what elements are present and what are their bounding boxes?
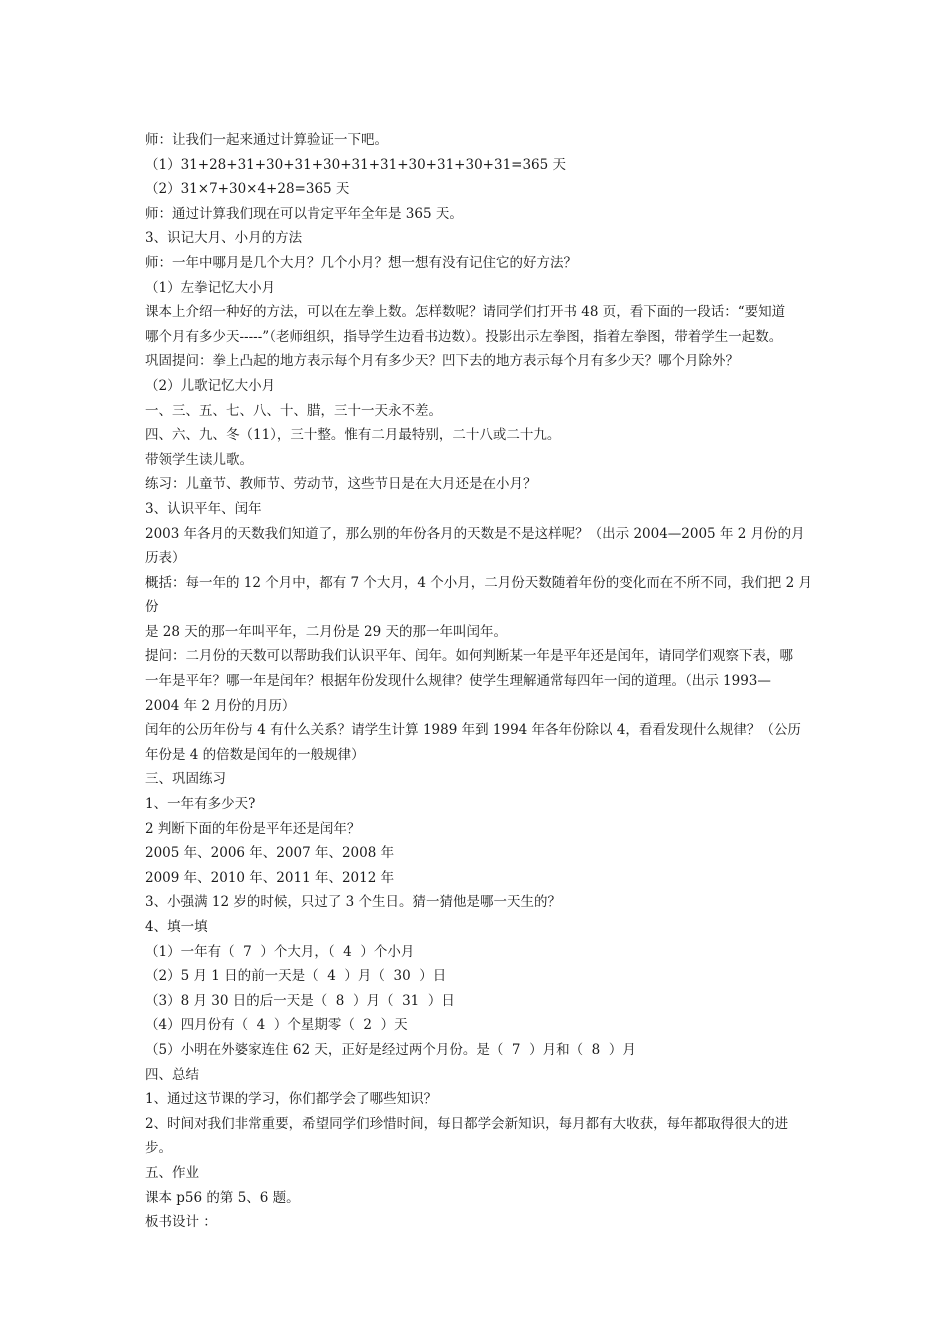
text-line-8: 课本上介绍一种好的方法，可以在左拳上数。怎样数呢？请同学们打开书 48 页，看下面的一段话：“要知道 bbox=[145, 304, 786, 321]
text-line-37: （5）小明在外婆家连住 62 天，正好是经过两个月份。是（ 7 ）月和（ 8 ）月 bbox=[145, 1041, 636, 1058]
section-heading: 四、总结 bbox=[145, 1066, 199, 1083]
text-line-3: （2）31×7+30×4+28=365 天 bbox=[145, 181, 350, 198]
text-line-33: （1）一年有（ 7 ）个大月，（ 4 ）个小月 bbox=[145, 943, 415, 960]
text-line-28: 2 判断下面的年份是平年还是闰年？ bbox=[145, 820, 361, 837]
section-heading: 三、巩固练习 bbox=[145, 771, 226, 788]
text-line-11: （2）儿歌记忆大小月 bbox=[145, 377, 276, 394]
text-line-25: 年份是 4 的倍数是闰年的一般规律） bbox=[145, 746, 365, 763]
text-line-30: 2009 年、2010 年、2011 年、2012 年 bbox=[145, 869, 395, 886]
text-line-20: 是 28 天的那一年叫平年，二月份是 29 天的那一年叫闰年。 bbox=[145, 623, 508, 640]
text-line-15: 练习：儿童节、教师节、劳动节，这些节日是在大月还是在小月？ bbox=[145, 476, 537, 493]
section-heading: 3、认识平年、闰年 bbox=[145, 500, 262, 517]
text-line-36: （4）四月份有（ 4 ）个星期零（ 2 ）天 bbox=[145, 1017, 408, 1034]
text-line-43: 课本 p56 的第 5、6 题。 bbox=[145, 1189, 300, 1206]
text-line-24: 闰年的公历年份与 4 有什么关系？请学生计算 1989 年到 1994 年各年份除以 4，看看发现什么规律？（公历 bbox=[145, 722, 801, 739]
text-line-10: 巩固提问：拳上凸起的地方表示每个月有多少天？凹下去的地方表示每个月有多少天？哪个月除外？ bbox=[145, 353, 739, 370]
document-page bbox=[145, 128, 815, 1235]
text-line-12: 一、三、五、七、八、十、腊，三十一天永不差。 bbox=[145, 402, 442, 419]
text-line-18: 历表） bbox=[145, 550, 186, 567]
text-line-2: （1）31+28+31+30+31+30+31+31+30+31+30+31=365 天 bbox=[145, 156, 567, 173]
text-line-29: 2005 年、2006 年、2007 年、2008 年 bbox=[145, 845, 395, 862]
text-line-6: 师：一年中哪月是几个大月？几个小月？想一想有没有记住它的好方法？ bbox=[145, 254, 577, 271]
text-line-21: 提问：二月份的天数可以帮助我们认识平年、闰年。如何判断某一年是平年还是闰年，请同学们观察下表，哪 bbox=[145, 648, 793, 665]
text-line-34: （2）5 月 1 日的前一天是（ 4 ）月（ 30 ）日 bbox=[145, 968, 447, 985]
text-line-35: （3）8 月 30 日的后一天是（ 8 ）月（ 31 ）日 bbox=[145, 992, 455, 1009]
text-line-1: 师：让我们一起来通过计算验证一下吧。 bbox=[145, 132, 388, 148]
text-line-40: 2、时间对我们非常重要，希望同学们珍惜时间，每日都学会新知识，每月都有大收获，每年都取得很大的进 bbox=[145, 1115, 789, 1132]
text-line-17: 2003 年各月的天数我们知道了，那么别的年份各月的天数是不是这样呢？（出示 2004—2005 年 2 月份的月 bbox=[145, 525, 805, 542]
text-line-39: 1、通过这节课的学习，你们都学会了哪些知识？ bbox=[145, 1091, 438, 1108]
text-line-32: 4、填一填 bbox=[145, 919, 208, 935]
text-line-4: 师：通过计算我们现在可以肯定平年全年是 365 天。 bbox=[145, 205, 463, 222]
text-line-14: 带领学生读儿歌。 bbox=[145, 451, 253, 468]
text-line-44: 板书设计 ： bbox=[145, 1214, 217, 1231]
text-line-7: （1）左拳记忆大小月 bbox=[145, 279, 276, 296]
text-line-19: 概括：每一年的 12 个月中，都有 7 个大月，4 个小月，二月份天数随着年份的变化而在不所不同，我们把 2 月份 bbox=[145, 574, 812, 616]
text-line-27: 1、一年有多少天? bbox=[145, 796, 256, 813]
text-line-41: 步。 bbox=[145, 1140, 172, 1157]
text-line-9: 哪个月有多少天-----”（老师组织，指导学生边看书边数）。投影出示左拳图，指着左拳图，带着学生一起数。 bbox=[145, 328, 783, 345]
text-line-22: 一年是平年？哪一年是闰年？根据年份发现什么规律？使学生理解通常每四年一闰的道理。（出示 1993— bbox=[145, 673, 771, 690]
text-line-23: 2004 年 2 月份的月历） bbox=[145, 697, 296, 714]
section-heading: 3、识记大月、小月的方法 bbox=[145, 230, 303, 247]
section-heading: 五、作业 bbox=[145, 1164, 199, 1181]
text-line-13: 四、六、九、冬（11），三十整。惟有二月最特别，二十八或二十九。 bbox=[145, 427, 561, 444]
text-line-31: 3、小强满 12 岁的时候，只过了 3 个生日。猜一猜他是哪一天生的？ bbox=[145, 894, 562, 911]
